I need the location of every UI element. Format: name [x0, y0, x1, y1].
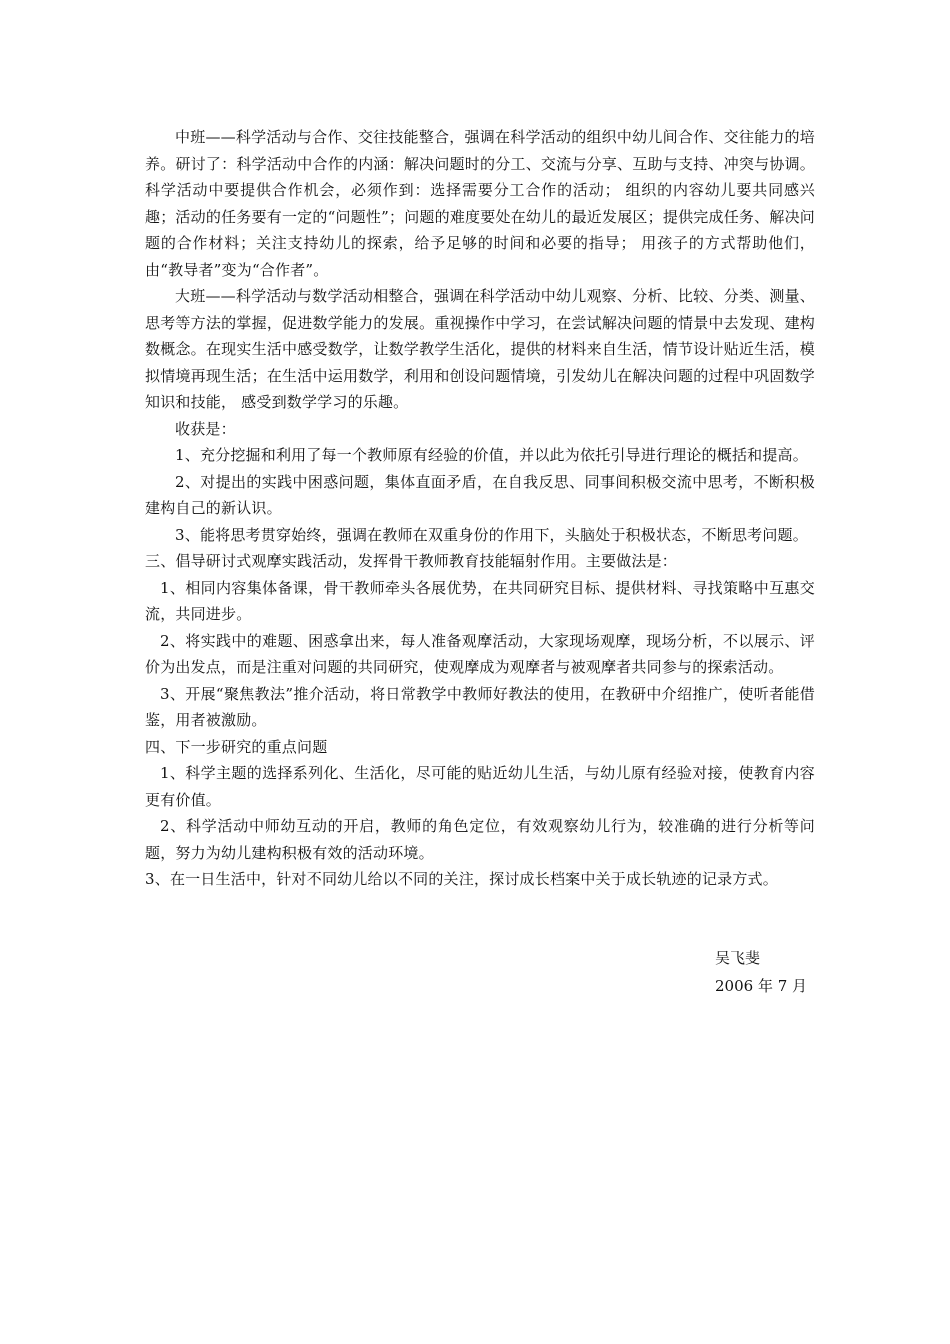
paragraph-gain-3: 3、能将思考贯穿始终，强调在教师在双重身份的作用下，头脑处于积极状态，不断思考问题。: [175, 525, 808, 544]
paragraph-practice-2: 2、将实践中的难题、困惑拿出来，每人准备观摩活动，大家现场观摩，现场分析，不以展示、评价为出发点，而是注重对问题的共同研究，使观摩成为观摩者与被观摩者共同参与的探索活动。: [145, 631, 815, 676]
paragraph-middle-class: 中班——科学活动与合作、交往技能整合，强调在科学活动的组织中幼儿间合作、交往能力的培养。研讨了：科学活动中合作的内涵：解决问题时的分工、交流与分享、互助与支持、冲突与协调。科学活动中要提供合作机会，必须作到：选择需要分工合作的活动； 组织的内容幼儿要共同感兴趣；活动的任务要有一定的“问题性”；问题的难度要处在幼儿的最近发展区；提供完成任务、解决问题的合作材料；关注支持幼儿的探索，给予足够的时间和必要的指导； 用孩子的方式帮助他们，由“教导者”变为“合作者”。: [145, 128, 815, 279]
signature-date: 2006 年 7 月: [715, 977, 808, 995]
paragraph-next-2: 2、科学活动中师幼互动的开启，教师的角色定位，有效观察幼儿行为，较准确的进行分析等问题，努力为幼儿建构积极有效的活动环境。: [145, 817, 815, 862]
document-body: [145, 124, 815, 893]
signature-block: [715, 944, 807, 1000]
paragraph-gain-1: 1、充分挖掘和利用了每一个教师原有经验的价值，并以此为依托引导进行理论的概括和提高。: [175, 446, 808, 464]
paragraph-gains-heading: 收获是：: [175, 419, 236, 438]
section-heading-4: 四、下一步研究的重点问题: [145, 737, 328, 756]
section-heading-3: 三、倡导研讨式观摩实践活动，发挥骨干教师教育技能辐射作用。主要做法是：: [145, 552, 678, 570]
paragraph-practice-1: 1、相同内容集体备课，骨干教师牵头各展优势，在共同研究目标、提供材料、寻找策略中互惠交流，共同进步。: [145, 578, 815, 623]
paragraph-senior-class: 大班——科学活动与数学活动相整合，强调在科学活动中幼儿观察、分析、比较、分类、测量、思考等方法的掌握，促进数学能力的发展。重视操作中学习，在尝试解决问题的情景中去发现、建构数概念。在现实生活中感受数学，让数学教学生活化，提供的材料来自生活，情节设计贴近生活，模拟情境再现生活；在生活中运用数学，利用和创设问题情境，引发幼儿在解决问题的过程中巩固数学知识和技能， 感受到数学学习的乐趣。: [145, 287, 815, 411]
paragraph-next-1: 1、科学主题的选择系列化、生活化，尽可能的贴近幼儿生活，与幼儿原有经验对接，使教育内容更有价值。: [145, 764, 815, 809]
paragraph-gain-2: 2、对提出的实践中困惑问题，集体直面矛盾，在自我反思、同事间积极交流中思考，不断积极建构自己的新认识。: [145, 472, 815, 517]
paragraph-next-3: 3、在一日生活中，针对不同幼儿给以不同的关注，探讨成长档案中关于成长轨迹的记录方式。: [145, 870, 778, 888]
author-name: 吴飞斐: [715, 949, 761, 967]
paragraph-practice-3: 3、开展“聚焦教法”推介活动，将日常教学中教师好教法的使用，在教研中介绍推广，使听者能借鉴，用者被激励。: [145, 684, 815, 729]
